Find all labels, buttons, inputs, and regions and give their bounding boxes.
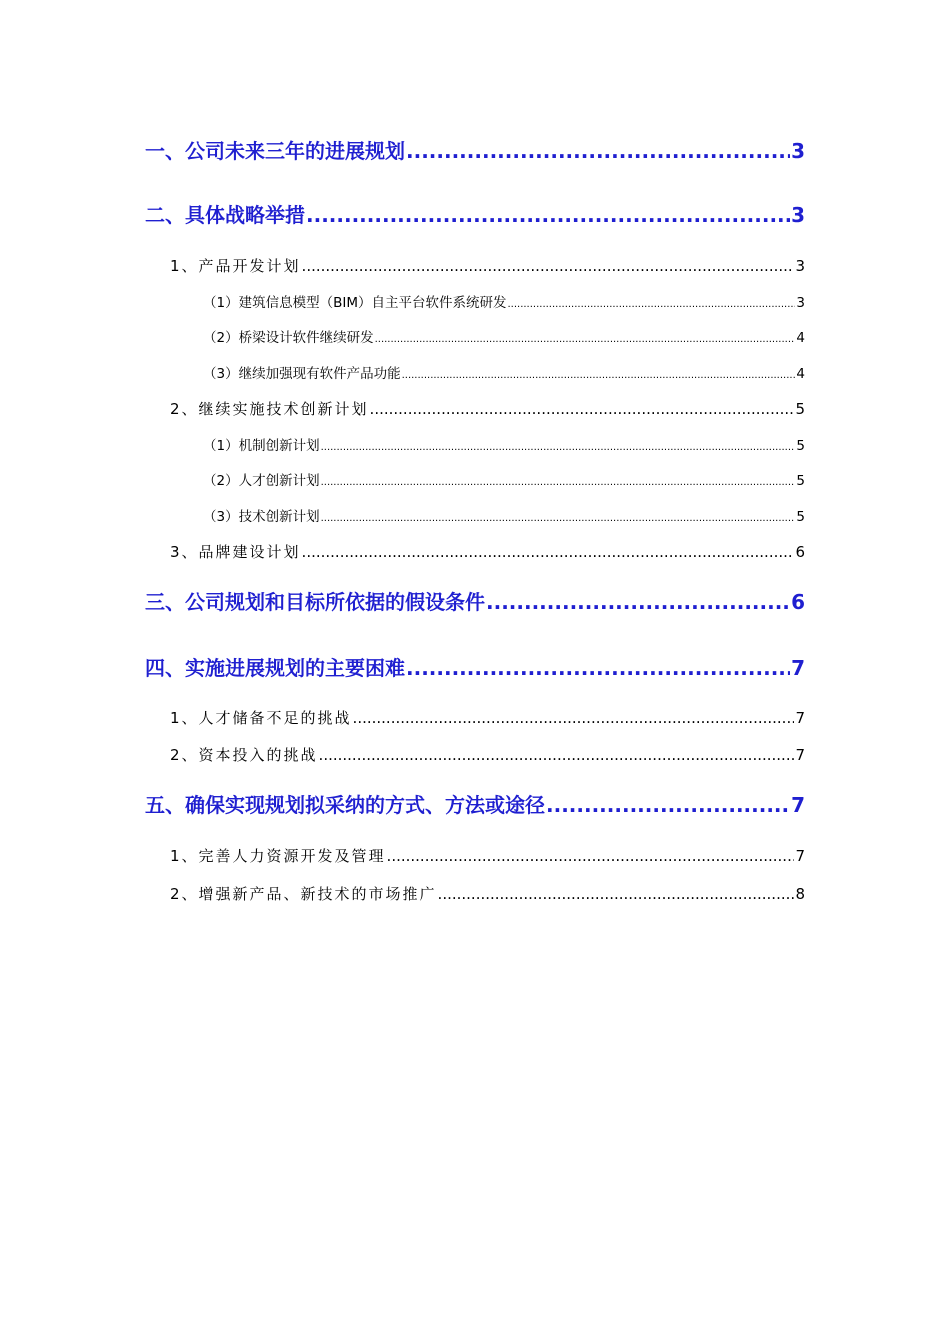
toc-dot-leader — [438, 883, 795, 905]
toc-dot-leader — [375, 330, 796, 350]
toc-entry-label: （2）人才创新计划 — [203, 473, 320, 489]
toc-page-number: 7 — [795, 709, 805, 727]
toc-page-number: 6 — [791, 590, 805, 614]
toc-page-number: 3 — [791, 139, 805, 163]
toc-entry[interactable] — [145, 137, 805, 165]
toc-page-number: 3 — [796, 295, 805, 311]
toc-entry-label: （1）建筑信息模型（BIM）自主平台软件系统研发 — [203, 295, 507, 311]
toc-entry[interactable] — [145, 654, 805, 682]
toc-dot-leader — [406, 654, 790, 682]
toc-entry[interactable] — [203, 364, 805, 384]
toc-entry[interactable] — [170, 541, 805, 563]
toc-dot-leader — [321, 438, 796, 458]
toc-entry[interactable] — [203, 328, 805, 348]
toc-page-number: 4 — [796, 330, 805, 346]
toc-entry[interactable] — [145, 791, 805, 819]
toc-entry-label: （3）继续加强现有软件产品功能 — [203, 366, 401, 382]
toc-dot-leader — [486, 588, 790, 616]
toc-dot-leader — [402, 366, 796, 386]
toc-entry-label: 二、具体战略举措 — [145, 203, 305, 227]
toc-entry-label: 1、人才储备不足的挑战 — [170, 709, 352, 727]
toc-dot-leader — [302, 255, 795, 277]
toc-entry-label: 3、品牌建设计划 — [170, 543, 301, 561]
toc-entry[interactable] — [170, 845, 805, 867]
toc-dot-leader — [546, 791, 790, 819]
toc-page-number: 7 — [791, 793, 805, 817]
toc-dot-leader — [507, 295, 795, 315]
toc-page-number: 5 — [796, 438, 805, 454]
toc-entry-label: （3）技术创新计划 — [203, 509, 320, 525]
toc-entry[interactable] — [203, 293, 805, 313]
toc-entry-label: （1）机制创新计划 — [203, 438, 320, 454]
toc-entry[interactable] — [170, 883, 805, 905]
toc-dot-leader — [321, 473, 796, 493]
toc-dot-leader — [406, 137, 790, 165]
toc-entry[interactable] — [145, 588, 805, 616]
toc-entry[interactable] — [203, 507, 805, 527]
toc-page-number: 3 — [791, 203, 805, 227]
toc-entry-label: 2、资本投入的挑战 — [170, 746, 318, 764]
toc-page-number: 7 — [795, 746, 805, 764]
toc-dot-leader — [306, 201, 790, 229]
toc-entry-label: 1、完善人力资源开发及管理 — [170, 847, 386, 865]
toc-dot-leader — [387, 845, 795, 867]
toc-dot-leader — [302, 541, 795, 563]
toc-dot-leader — [370, 398, 795, 420]
toc-entry-label: （2）桥梁设计软件继续研发 — [203, 330, 374, 346]
toc-page-number: 5 — [796, 509, 805, 525]
toc-page-number: 7 — [795, 847, 805, 865]
toc-entry[interactable] — [203, 436, 805, 456]
toc-entry-label: 2、继续实施技术创新计划 — [170, 400, 369, 418]
toc-page-number: 7 — [791, 656, 805, 680]
toc-dot-leader — [319, 744, 795, 766]
toc-dot-leader — [321, 509, 796, 529]
toc-page-number: 6 — [795, 543, 805, 561]
toc-page-number: 5 — [795, 400, 805, 418]
toc-dot-leader — [353, 707, 795, 729]
toc-entry-label: 五、确保实现规划拟采纳的方式、方法或途径 — [145, 793, 545, 817]
toc-entry[interactable] — [145, 201, 805, 229]
toc-entry-label: 三、公司规划和目标所依据的假设条件 — [145, 590, 485, 614]
toc-entry-label: 四、实施进展规划的主要困难 — [145, 656, 405, 680]
toc-page-number: 3 — [795, 257, 805, 275]
toc-page-number: 5 — [796, 473, 805, 489]
toc-page-number: 8 — [795, 885, 805, 903]
toc-entry[interactable] — [170, 255, 805, 277]
toc-entry[interactable] — [170, 744, 805, 766]
toc-entry[interactable] — [170, 707, 805, 729]
toc-entry-label: 1、产品开发计划 — [170, 257, 301, 275]
toc-entry-label: 一、公司未来三年的进展规划 — [145, 139, 405, 163]
toc-entry-label: 2、增强新产品、新技术的市场推广 — [170, 885, 437, 903]
toc-entry[interactable] — [170, 398, 805, 420]
toc-page-number: 4 — [796, 366, 805, 382]
toc-entry[interactable] — [203, 471, 805, 491]
